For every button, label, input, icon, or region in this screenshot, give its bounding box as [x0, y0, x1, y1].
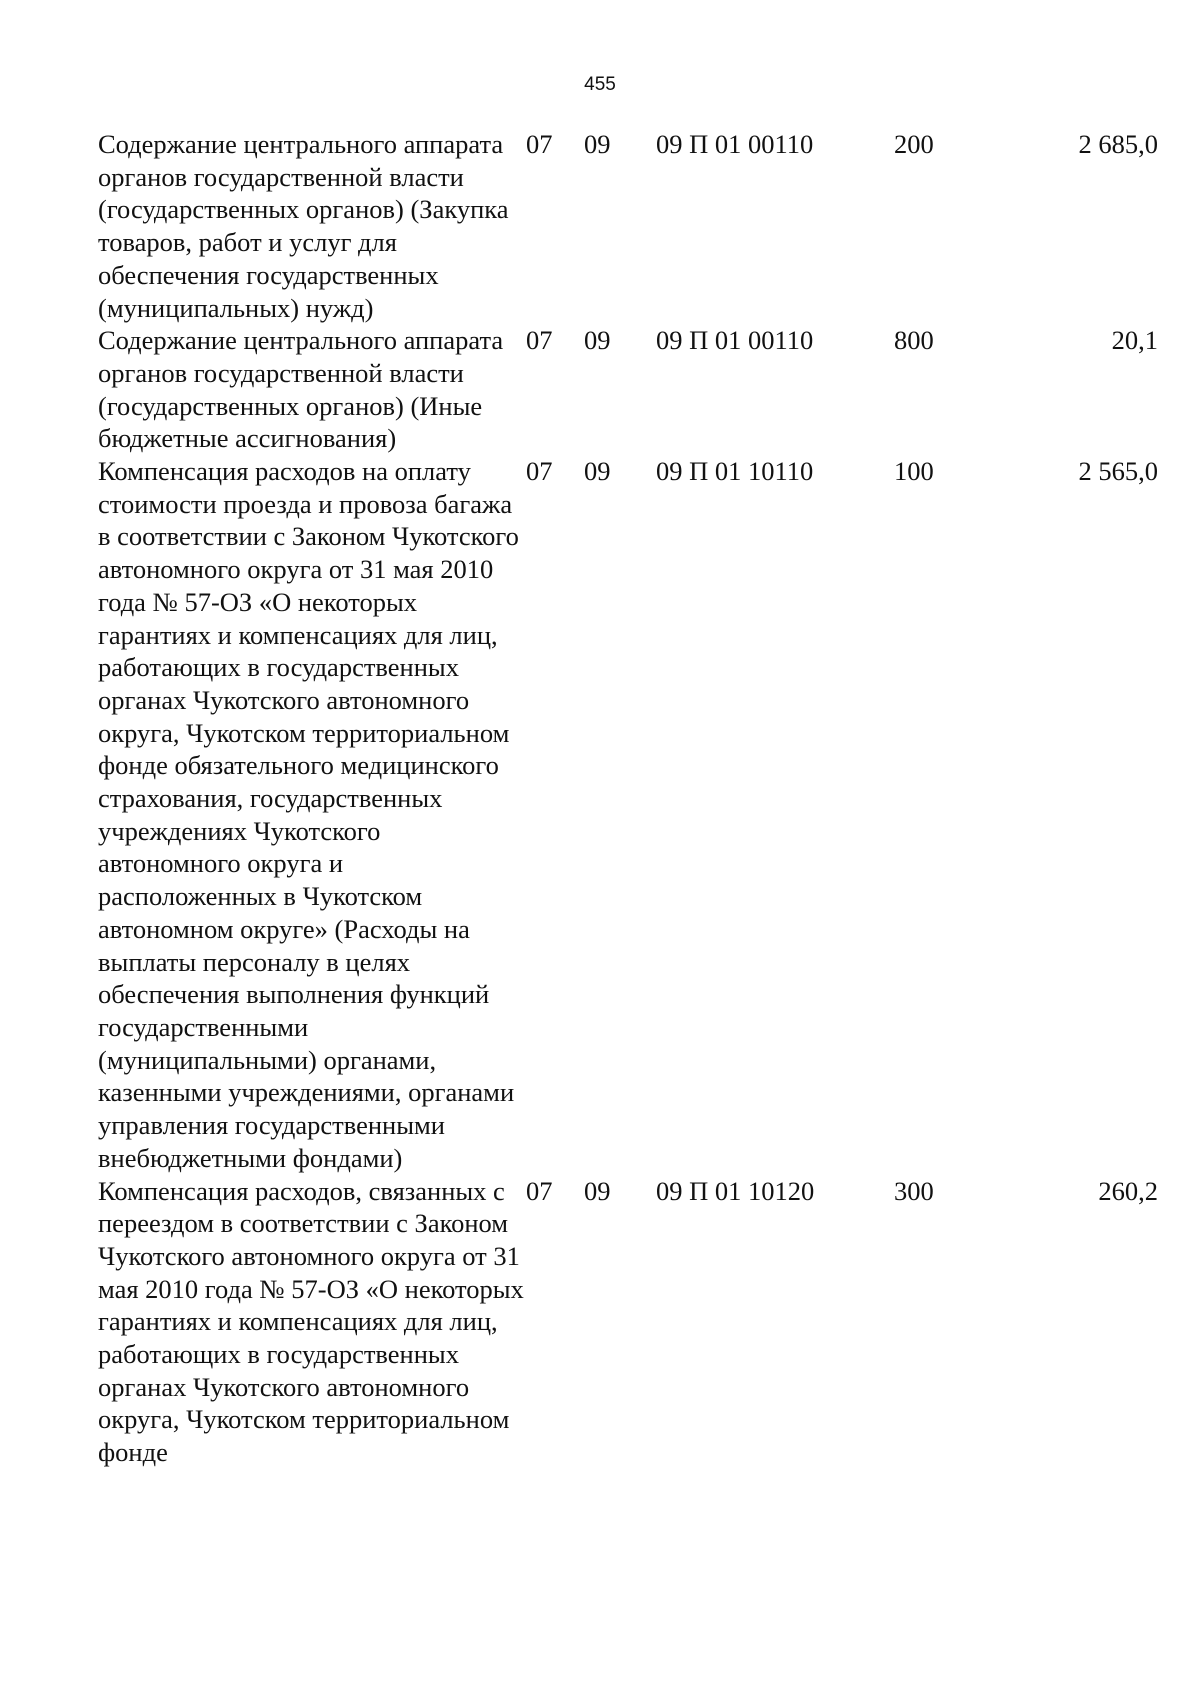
expense-type-code: 300 [894, 1175, 934, 1206]
amount-value: 260,2 [1098, 1175, 1158, 1206]
section-code: 07 [526, 1175, 553, 1206]
amount-value: 20,1 [1111, 325, 1158, 356]
target-article-code: 09 П 01 10120 [656, 1175, 815, 1206]
expense-type-code: 800 [894, 325, 934, 356]
expense-name-cell [98, 128, 526, 324]
expense-name-cell [98, 324, 526, 455]
expense-type-code: 100 [894, 456, 934, 487]
target-article-code: 09 П 01 10110 [656, 456, 814, 487]
expense-name: Компенсация расходов, связанных с переездом в соответствии с Законом Чукотского автономного округа от 31 мая 2010 года № 57-ОЗ «О некоторых гарантиях и компенсациях для лиц, работающих в государственных органах Чукотского автономного округа, Чукотском территориальном фонде [98, 1175, 524, 1468]
subsection-code: 09 [584, 456, 611, 487]
expense-name: Содержание центрального аппарата органов государственной власти (государственных органов) (Закупка товаров, работ и услуг для обеспечения государственных (муниципальных) нужд) [98, 129, 509, 323]
budget-table [98, 128, 1158, 1469]
subsection-code: 09 [584, 1175, 611, 1206]
section-code: 07 [526, 129, 553, 159]
page-number: 455 [584, 74, 616, 95]
target-article-code: 09 П 01 00110 [656, 325, 814, 356]
table-row [98, 324, 1158, 455]
table-row [98, 455, 1158, 1174]
subsection-code: 09 [584, 129, 611, 159]
subsection-code: 09 [584, 325, 611, 356]
section-code: 07 [526, 325, 553, 356]
target-article-code: 09 П 01 00110 [656, 129, 814, 159]
table-row [98, 128, 1158, 324]
table-row [98, 1175, 1158, 1469]
expense-name-cell [98, 455, 526, 1174]
amount-value: 2 685,0 [1078, 129, 1158, 159]
expense-type-code: 200 [894, 129, 934, 159]
expense-name: Содержание центрального аппарата органов государственной власти (государственных органов) (Иные бюджетные ассигнования) [98, 325, 504, 454]
expense-name: Компенсация расходов на оплату стоимости проезда и провоза багажа в соответствии с Законом Чукотского автономного округа от 31 мая 2010 года № 57-ОЗ «О некоторых гарантиях и компенсациях для лиц, работающих в государственных органах Чукотского автономного округа, Чукотском территориальном фонде обязательного медицинского страхования, государственных учреждениях Чукотского автономного округа и расположенных в Чукотском автономном округе» (Расходы на выплаты персоналу в целях обеспечения выполнения функций государственными (муниципальными) органами, казенными учреждениями, органами управления государственными внебюджетными фондами) [98, 456, 519, 1173]
section-code: 07 [526, 456, 553, 487]
expense-name-cell [98, 1175, 526, 1469]
amount-value: 2 565,0 [1078, 456, 1158, 487]
